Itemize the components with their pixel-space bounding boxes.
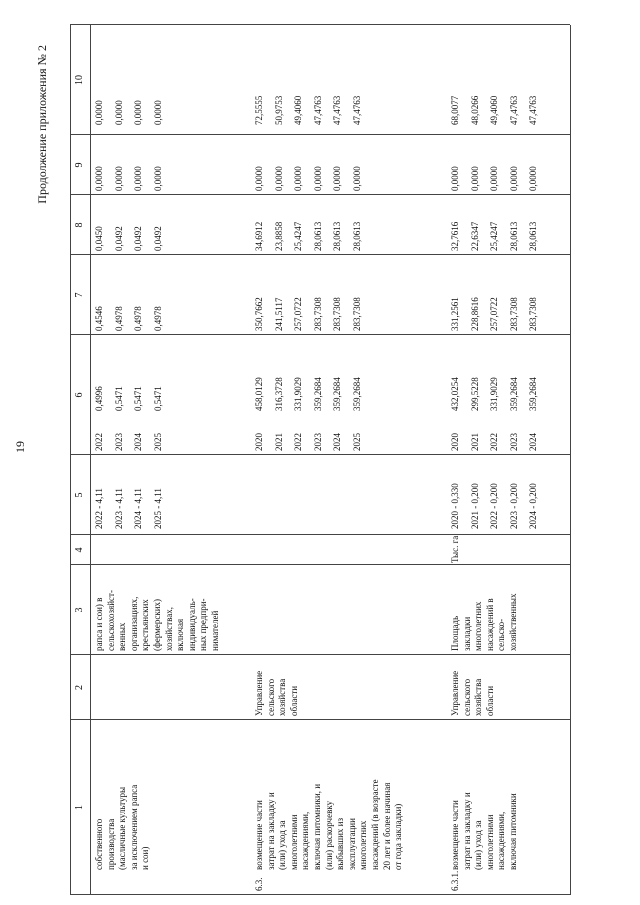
cell-local: 0,0000 bbox=[113, 166, 124, 191]
cell-extra: 50,9753 bbox=[273, 95, 284, 125]
cell-target: 2024 - 0,200 bbox=[528, 483, 538, 529]
cell-extra: 47,4763 bbox=[312, 95, 323, 125]
cell-local: 0,0000 bbox=[528, 166, 538, 191]
cell-year: 2021 bbox=[273, 433, 284, 451]
cell-extra: 47,4763 bbox=[528, 95, 538, 125]
cell-local: 0,0000 bbox=[293, 166, 303, 191]
column-header-6: 6 bbox=[74, 392, 85, 398]
cell-federal: 283,7308 bbox=[312, 297, 323, 331]
row-number: 6.3.1. bbox=[450, 870, 460, 891]
cell-total: 0,5471 bbox=[113, 386, 124, 411]
cell-unit: Тыс. га bbox=[450, 535, 460, 563]
cell-total: 432,0254 bbox=[450, 377, 460, 411]
column-header-8: 8 bbox=[74, 222, 85, 228]
cell-extra: 72,5555 bbox=[254, 95, 264, 125]
cell-regional: 28,0613 bbox=[351, 221, 362, 251]
cell-target: 2023 - 0,200 bbox=[508, 483, 519, 529]
cell-year: 2022 bbox=[489, 433, 499, 451]
cell-federal: 0,4978 bbox=[133, 306, 143, 331]
cell-year: 2025 bbox=[351, 433, 362, 451]
cell-indicator: Площадь закладки многолетних насаждений в сельско- хозяйственных bbox=[450, 593, 518, 651]
cell-year: 2025 bbox=[152, 433, 163, 451]
cell-local: 0,0000 bbox=[469, 166, 480, 191]
cell-regional: 23,8858 bbox=[273, 221, 284, 251]
cell-regional: 25,4247 bbox=[489, 221, 499, 251]
cell-local: 0,0000 bbox=[450, 166, 460, 191]
cell-extra: 47,4763 bbox=[351, 95, 362, 125]
column-header-1: 1 bbox=[74, 805, 85, 810]
cell-extra: 49,4060 bbox=[489, 95, 499, 125]
column-header-7: 7 bbox=[74, 292, 85, 298]
cell-federal: 283,7308 bbox=[508, 297, 519, 331]
cell-federal: 350,7662 bbox=[254, 297, 264, 331]
cell-federal: 257,0722 bbox=[293, 297, 303, 331]
cell-regional: 28,0613 bbox=[332, 221, 342, 251]
cell-local: 0,0000 bbox=[133, 166, 143, 191]
cell-regional: 22,6347 bbox=[469, 221, 480, 251]
cell-total: 359,2684 bbox=[528, 377, 538, 411]
cell-regional: 0,0492 bbox=[133, 226, 143, 251]
cell-local: 0,0000 bbox=[152, 166, 163, 191]
cell-local: 0,0000 bbox=[351, 166, 362, 191]
cell-description: возмещение части затрат на закладку и (или) уход за многолетними насаждениями, включая питомники bbox=[450, 792, 518, 870]
cell-regional: 32,7616 bbox=[450, 221, 460, 251]
table-border-bottom bbox=[570, 25, 571, 895]
cell-year: 2024 bbox=[133, 433, 143, 451]
cell-year: 2021 bbox=[469, 433, 480, 451]
cell-extra: 0,0000 bbox=[113, 100, 124, 125]
cell-year: 2023 bbox=[113, 433, 124, 451]
cell-federal: 0,4978 bbox=[152, 306, 163, 331]
cell-regional: 0,0492 bbox=[113, 226, 124, 251]
cell-responsible: Управление сельского хозяйства области bbox=[450, 670, 495, 716]
cell-total: 359,2684 bbox=[508, 377, 519, 411]
cell-target: 2023 - 4,11 bbox=[113, 488, 124, 529]
cell-target: 2024 - 4,11 bbox=[133, 488, 143, 529]
cell-total: 359,2684 bbox=[312, 377, 323, 411]
cell-target: 2020 - 0,330 bbox=[450, 483, 460, 529]
cell-federal: 241,5117 bbox=[273, 297, 284, 331]
cell-year: 2020 bbox=[254, 433, 264, 451]
cell-year: 2024 bbox=[332, 433, 342, 451]
cell-year: 2024 bbox=[528, 433, 538, 451]
column-border bbox=[70, 654, 570, 655]
cell-local: 0,0000 bbox=[508, 166, 519, 191]
cell-regional: 34,6912 bbox=[254, 221, 264, 251]
cell-target: 2021 - 0,200 bbox=[469, 483, 480, 529]
column-header-2: 2 bbox=[74, 685, 85, 690]
cell-total: 359,2684 bbox=[332, 377, 342, 411]
column-header-5: 5 bbox=[74, 492, 85, 498]
cell-extra: 0,0000 bbox=[133, 100, 143, 125]
column-border bbox=[70, 534, 570, 535]
cell-regional: 25,4247 bbox=[293, 221, 303, 251]
column-header-9: 9 bbox=[74, 162, 85, 168]
cell-extra: 47,4763 bbox=[508, 95, 519, 125]
cell-regional: 28,0613 bbox=[312, 221, 323, 251]
column-header-3: 3 bbox=[74, 607, 85, 613]
cell-total: 331,9029 bbox=[489, 377, 499, 411]
cell-local: 0,0000 bbox=[254, 166, 264, 191]
cell-total: 316,3728 bbox=[273, 377, 284, 411]
cell-regional: 28,0613 bbox=[508, 221, 519, 251]
data-table bbox=[70, 25, 570, 895]
column-border bbox=[70, 564, 570, 565]
cell-description: собственного производства (масличные культуры за исключением рапса и сои) bbox=[94, 784, 151, 870]
cell-regional: 0,0450 bbox=[94, 226, 104, 251]
cell-extra: 49,4060 bbox=[293, 95, 303, 125]
cell-description: возмещение части затрат на закладку и (или) уход за многолетними насаждениями, включая питомники, и (или) раскорчевку выбывших из эксплуатации многолетних насаждений (в возрасте 20 лет и более начиная от года закладки) bbox=[254, 779, 404, 870]
cell-total: 0,5471 bbox=[133, 386, 143, 411]
cell-total: 359,2684 bbox=[351, 377, 362, 411]
column-border bbox=[70, 334, 570, 335]
cell-year: 2022 bbox=[293, 433, 303, 451]
cell-local: 0,0000 bbox=[273, 166, 284, 191]
cell-federal: 283,7308 bbox=[332, 297, 342, 331]
cell-year: 2020 bbox=[450, 433, 460, 451]
cell-year: 2022 bbox=[94, 433, 104, 451]
cell-total: 458,0129 bbox=[254, 377, 264, 411]
cell-local: 0,0000 bbox=[489, 166, 499, 191]
column-header-10: 10 bbox=[74, 75, 85, 85]
cell-total: 331,9029 bbox=[293, 377, 303, 411]
column-border bbox=[70, 454, 570, 455]
column-border bbox=[70, 894, 570, 895]
table-header-line bbox=[90, 25, 91, 895]
column-border bbox=[70, 194, 570, 195]
cell-year: 2023 bbox=[508, 433, 519, 451]
cell-responsible: Управление сельского хозяйства области bbox=[254, 670, 299, 716]
cell-local: 0,0000 bbox=[312, 166, 323, 191]
row-number: 6.3. bbox=[254, 877, 264, 891]
column-border bbox=[70, 719, 570, 720]
cell-regional: 0,0492 bbox=[152, 226, 163, 251]
cell-target: 2022 - 4,11 bbox=[94, 488, 104, 529]
cell-total: 0,4996 bbox=[94, 386, 104, 411]
cell-federal: 331,2561 bbox=[450, 297, 460, 331]
cell-target: 2025 - 4,11 bbox=[152, 488, 163, 529]
page-title: Продолжение приложения № 2 bbox=[35, 45, 49, 204]
cell-local: 0,0000 bbox=[94, 166, 104, 191]
cell-federal: 0,4546 bbox=[94, 306, 104, 331]
column-border bbox=[70, 24, 570, 25]
cell-extra: 48,0266 bbox=[469, 95, 480, 125]
cell-extra: 0,0000 bbox=[94, 100, 104, 125]
cell-total: 299,5228 bbox=[469, 377, 480, 411]
cell-target: 2022 - 0,200 bbox=[489, 483, 499, 529]
cell-extra: 47,4763 bbox=[332, 95, 342, 125]
page-number: 19 bbox=[13, 441, 27, 453]
column-header-4: 4 bbox=[74, 547, 85, 553]
cell-extra: 0,0000 bbox=[152, 100, 163, 125]
cell-total: 0,5471 bbox=[152, 386, 163, 411]
cell-year: 2023 bbox=[312, 433, 323, 451]
cell-federal: 228,8616 bbox=[469, 297, 480, 331]
cell-federal: 283,7308 bbox=[528, 297, 538, 331]
column-border bbox=[70, 254, 570, 255]
cell-local: 0,0000 bbox=[332, 166, 342, 191]
column-border bbox=[70, 134, 570, 135]
cell-indicator: рапса и сои) в сельскохозяйст- венных организациях, крестьянских (фермерских) хозяйствах, включая индивидуаль- ных предпри- нимателей bbox=[94, 590, 220, 651]
cell-federal: 283,7308 bbox=[351, 297, 362, 331]
cell-regional: 28,0613 bbox=[528, 221, 538, 251]
cell-federal: 0,4978 bbox=[113, 306, 124, 331]
cell-federal: 257,0722 bbox=[489, 297, 499, 331]
cell-extra: 68,0077 bbox=[450, 95, 460, 125]
